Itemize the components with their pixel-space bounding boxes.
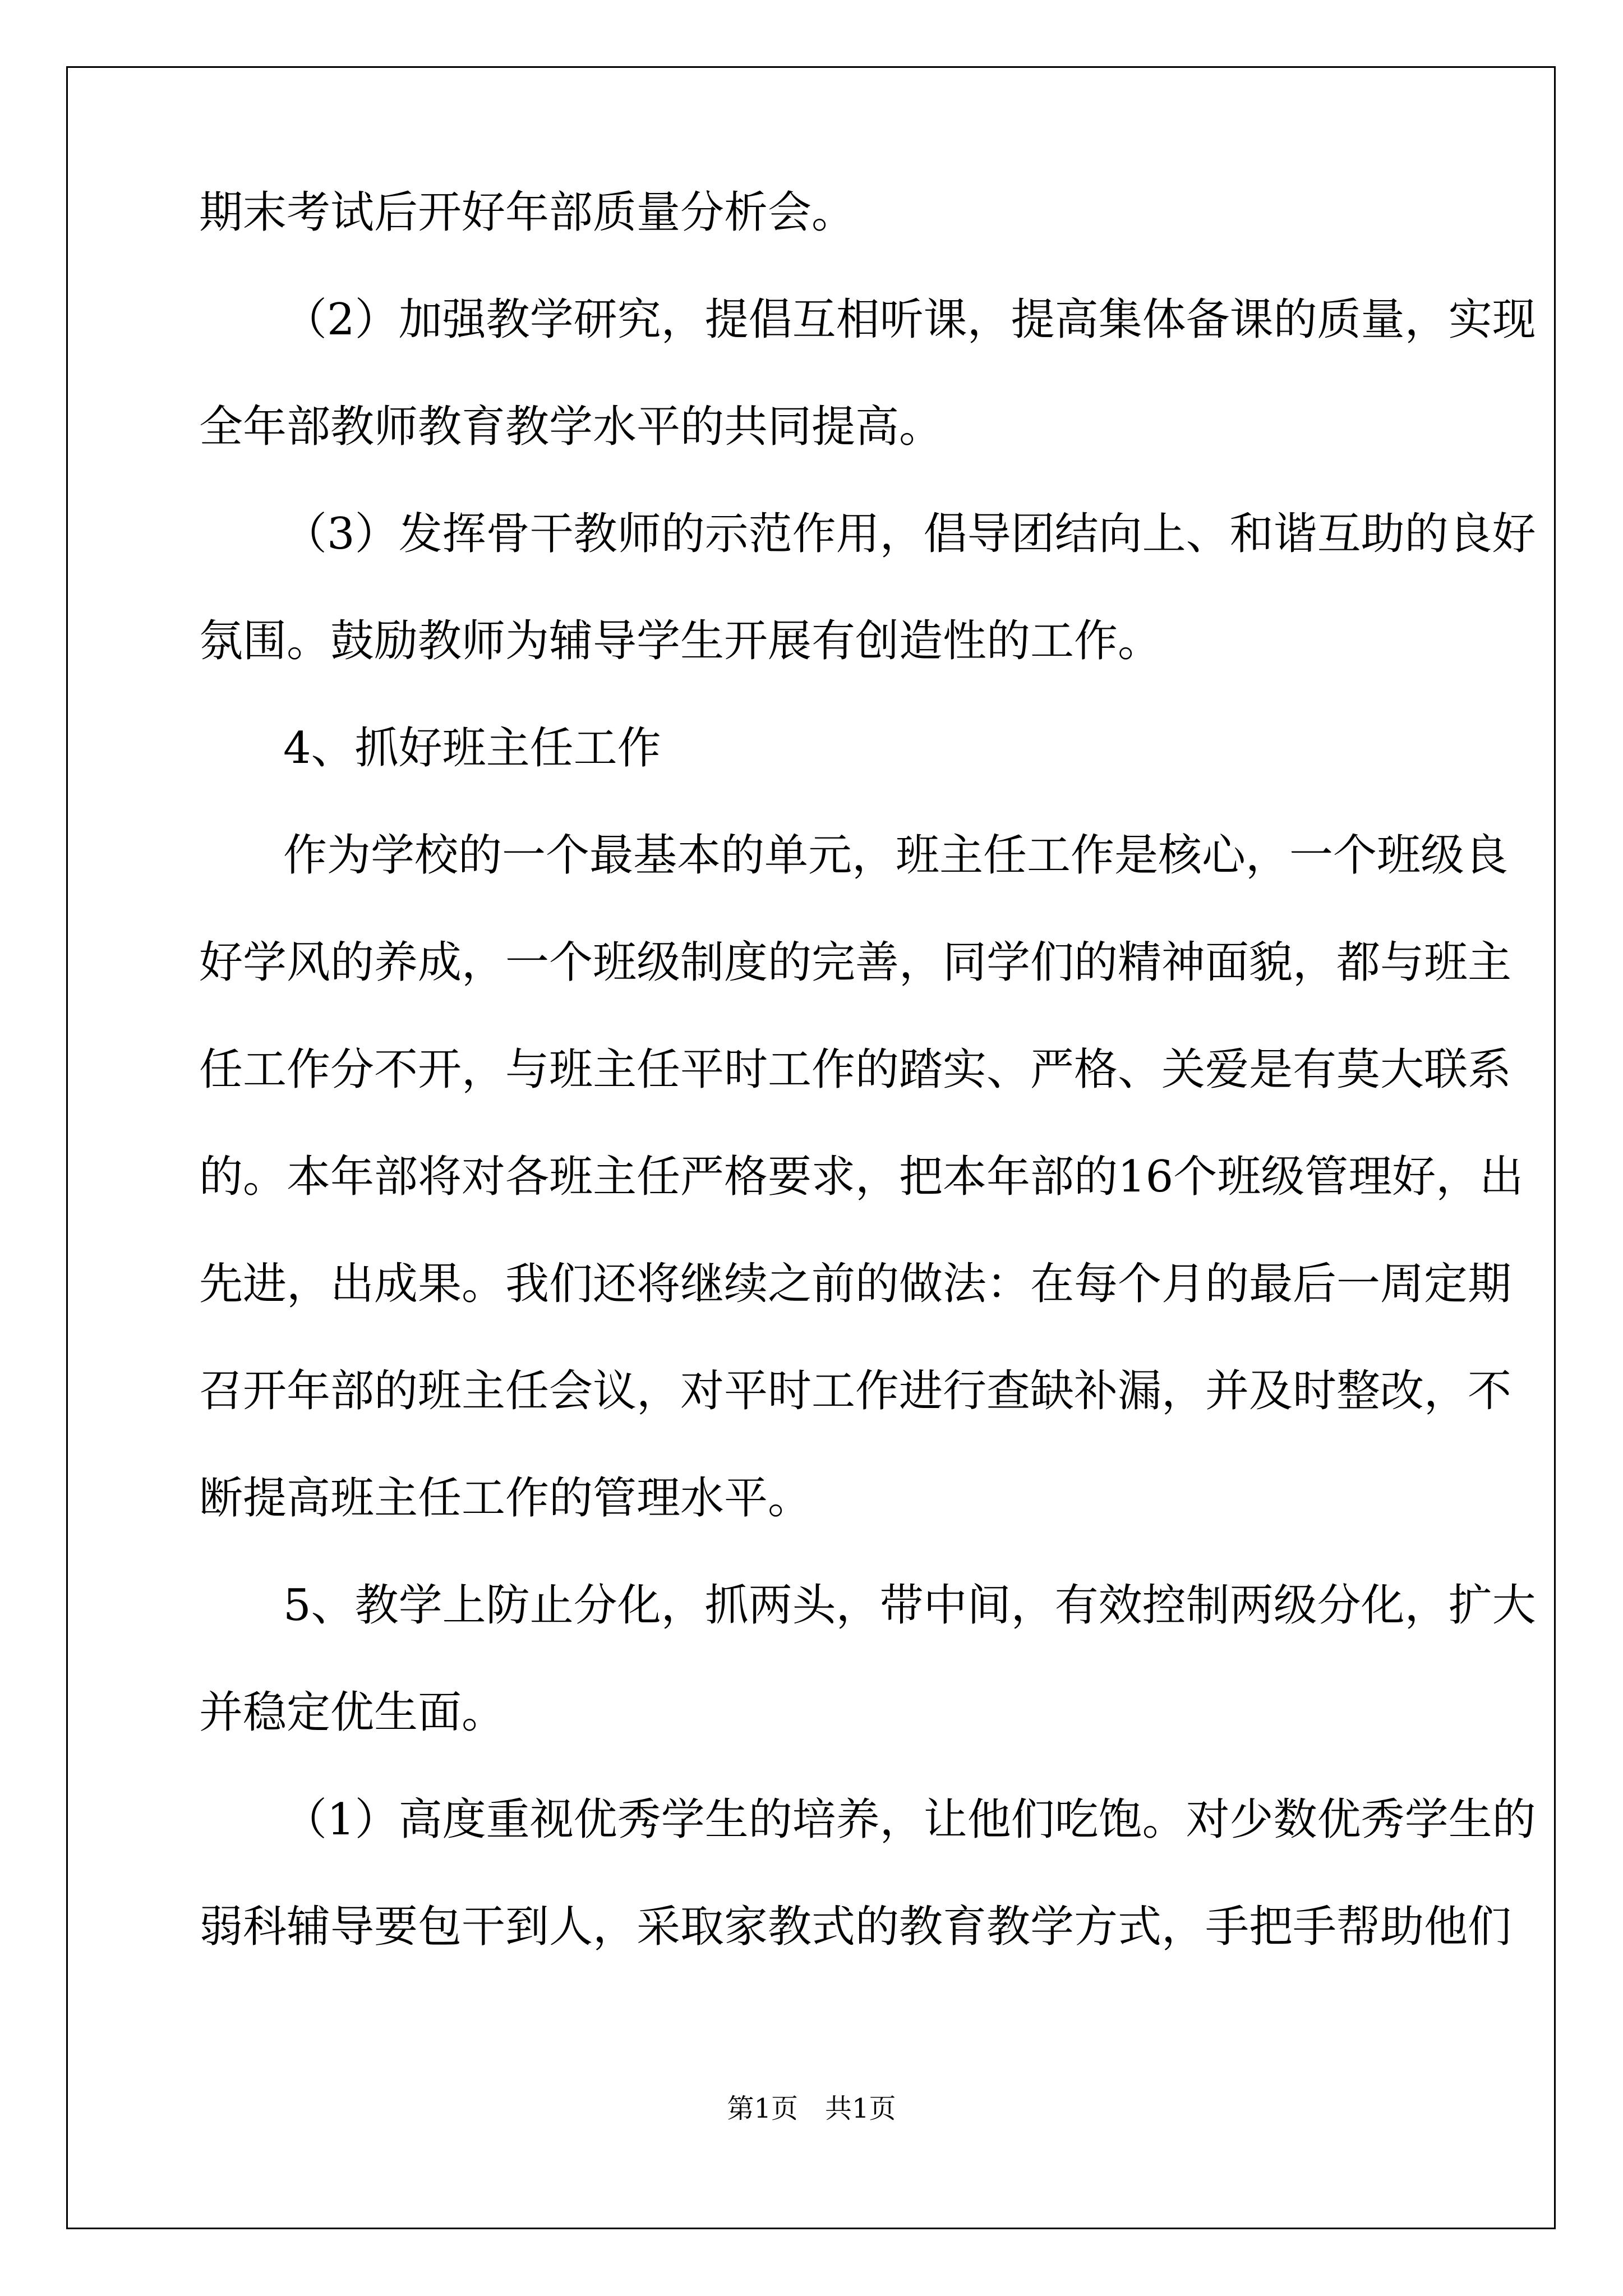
text-line: （3）发挥骨干教师的示范作用，倡导团结向上、和谐互助的良好 xyxy=(283,509,1536,559)
text-line: 召开年部的班主任会议，对平时工作进行查缺补漏，并及时整改，不 xyxy=(199,1366,1512,1416)
text-line: 作为学校的一个最基本的单元，班主任工作是核心，一个班级良 xyxy=(283,830,1509,881)
section-heading: 5、教学上防止分化，抓两头，带中间，有效控制两级分化，扩大 xyxy=(283,1580,1536,1631)
text-line: 任工作分不开，与班主任平时工作的踏实、严格、关爱是有莫大联系 xyxy=(199,1045,1512,1095)
text-line: 氛围。鼓励教师为辅导学生开展有创造性的工作。 xyxy=(199,616,1162,666)
text-line: 好学风的养成，一个班级制度的完善，同学们的精神面貌，都与班主 xyxy=(199,937,1512,988)
text-line: 全年部教师教育教学水平的共同提高。 xyxy=(199,402,943,452)
text-line: 先进，出成果。我们还将继续之前的做法：在每个月的最后一周定期 xyxy=(199,1259,1512,1309)
text-line: 并稳定优生面。 xyxy=(199,1687,506,1738)
text-line: （2）加强教学研究，提倡互相听课，提高集体备课的质量，实现 xyxy=(283,295,1536,345)
text-line: 的。本年部将对各班主任严格要求，把本年部的16个班级管理好，出 xyxy=(199,1152,1524,1202)
text-line: 断提高班主任工作的管理水平。 xyxy=(199,1473,812,1524)
text-line: 弱科辅导要包干到人，采取家教式的教育教学方式，手把手帮助他们 xyxy=(199,1902,1512,1952)
page-footer: 第1页 共1页 xyxy=(727,2093,896,2124)
section-heading: 4、抓好班主任工作 xyxy=(283,723,661,774)
text-line: 期末考试后开好年部质量分析会。 xyxy=(199,187,856,238)
text-line: （1）高度重视优秀学生的培养，让他们吃饱。对少数优秀学生的 xyxy=(283,1795,1536,1845)
